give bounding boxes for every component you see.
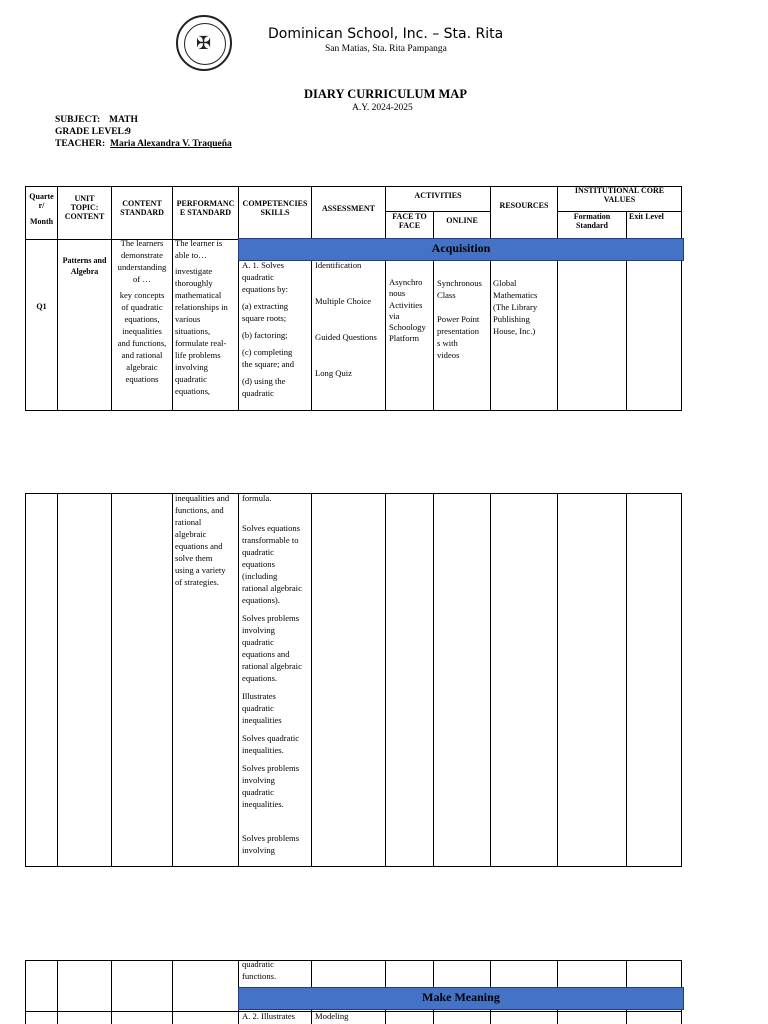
subject-label: SUBJECT: [55,115,101,125]
performance-standard-text: The learner is able to… investigate thoroughly mathematical relationships in various situations, formulate real- life problems involving quadratic equations, [175,238,228,396]
unit-topic: Patterns and Algebra [62,256,107,276]
col-header-online: ONLINE [446,216,478,225]
school-address: San Matias, Sta. Rita Pampanga [325,44,447,54]
content-standard-text: The learners demonstrate understanding of … key concepts of quadratic equations, inequalities and functions, and rational algebraic equations [117,238,167,384]
quarter-value: Q1 [36,302,47,311]
competencies-continued: formula. Solves equations transformable to quadratic equations (including rational algebraic equations). Solves problems involving quadratic equations and rational algebraic equations. Illustrates quadratic inequalities Solves quadratic inequalities. Solves problems involving quadratic inequalities. Solves problems involving [242,493,302,855]
col-header-quarter: Quarte r/ Month [29,192,54,226]
competencies-continued-2: quadratic functions. [242,959,277,981]
col-header-unit: UNIT TOPIC: CONTENT [64,194,105,221]
document-title: DIARY CURRICULUM MAP [304,87,467,101]
col-header-performance-standard: PERFORMANC E STANDARD [176,199,235,217]
teacher-value: Maria Alexandra V. Traqueña [110,139,232,149]
col-header-exit-level: Exit Level [629,212,664,221]
school-seal-logo [176,15,232,71]
col-header-core-values: INSTITUTIONAL CORE VALUES [574,186,665,204]
col-header-assessment: ASSESSMENT [322,204,375,213]
resources-text: Global Mathematics (The Library Publishing House, Inc.) [493,278,538,336]
grade-label: GRADE LEVEL: [55,127,128,137]
col-header-content-standard: CONTENT STANDARD [120,199,164,217]
col-header-face-to-face: FACE TO FACE [392,212,427,230]
band-make-meaning: Make Meaning [238,987,684,1010]
subject-value: MATH [109,115,138,125]
face-to-face-text: Asynchro nous Activities via Schoology Platform [389,277,426,344]
academic-year: A.Y. 2024-2025 [352,103,413,113]
competencies-text: A. 1. Solves quadratic equations by: (a) extracting square roots; (b) factoring; (c) completing the square; and (d) using the quadratic [242,260,295,398]
school-name: Dominican School, Inc. – Sta. Rita [268,26,504,42]
col-header-competencies: COMPETENCIES SKILLS [242,199,308,217]
teacher-label: TEACHER: [55,139,106,149]
performance-standard-continued: inequalities and functions, and rational algebraic equations and solve them using a variety of strategies. [175,493,230,587]
competencies-a2: A. 2. Illustrates [242,1011,295,1021]
col-header-formation-standard: Formation Standard [573,212,611,230]
grade-value: 9 [126,127,131,137]
seal-cross-icon: ✠ [196,33,212,53]
col-header-activities: ACTIVITIES [414,191,462,200]
col-header-resources: RESOURCES [499,201,549,210]
online-text: Synchronous Class Power Point presentation s with videos [437,278,482,360]
assessment-text: Identification Multiple Choice Guided Questions Long Quiz [315,260,377,378]
band-acquisition: Acquisition [238,238,684,261]
assessment-modeling: Modeling [315,1011,349,1021]
